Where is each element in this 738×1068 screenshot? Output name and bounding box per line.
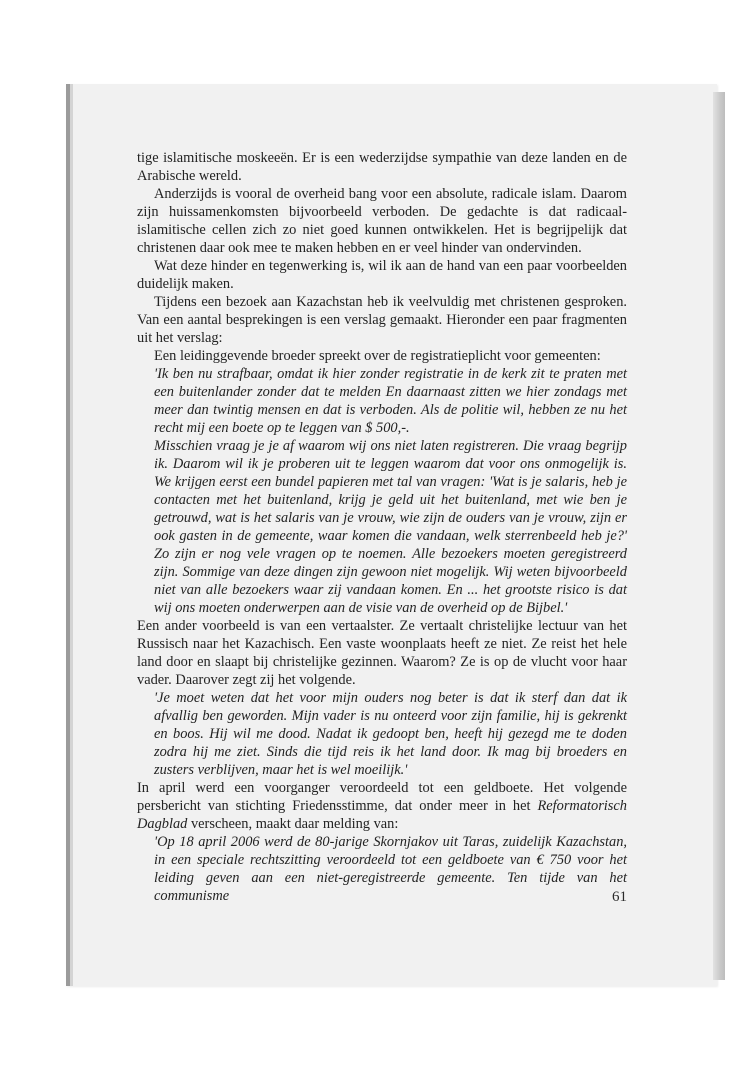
- page-binding-shadow: [70, 84, 73, 986]
- paragraph-7-end: verscheen, maakt daar melding van:: [187, 816, 399, 832]
- page-number: 61: [612, 889, 627, 905]
- quote-registration-1: 'Ik ben nu strafbaar, omdat ik hier zonder registratie in de kerk zit te praten met een buitenlander zonder dat te melden En daarnaast zitten we hier zondags met meer dan twintig mensen en dat is verboden. Als de politie wil, hebben ze nu het recht mij een boete op te leggen van $ 500,-.: [154, 366, 627, 436]
- quote-registration-2: Misschien vraag je je af waarom wij ons niet laten registreren. Die vraag begrijp ik. Daarom wil ik je proberen uit te leggen waarom dat voor ons onmogelijk is. We krijgen eerst een bundel papieren met tal van vragen: 'Wat is je salaris, heb je contacten met het buitenland, krijg je geld uit het buitenland, met wie ben je getrouwd, wat is het salaris van je vrouw, wie zijn de ouders van je vrouw, zijn er ook gasten in de gemeente, waar komen die vandaan, welk sterrenbeeld heb je?' Zo zijn er nog vele vragen op te noemen. Alle bezoekers moeten geregistreerd zijn. Sommige van deze dingen zijn gewoon niet mogelijk. Wij weten bijvoorbeeld niet van alle bezoekers waar zij vandaan komen. En ... het grootste risico is dat wij ons moeten onderwerpen aan de visie van de overheid op de Bijbel.': [154, 438, 627, 616]
- paragraph-4: Tijdens een bezoek aan Kazachstan heb ik veelvuldig met christenen gesproken. Van een aantal besprekingen is een verslag gemaakt. Hieronder een paar fragmenten uit het verslag:: [137, 294, 627, 346]
- paragraph-7-start: In april werd een voorganger veroordeeld tot een geldboete. Het volgende persbericht van stichting Friedensstimme, dat onder meer in het: [137, 780, 627, 814]
- newspaper-title: Reformatorisch Dagblad: [137, 798, 627, 832]
- paragraph-1: tige islamitische moskeeën. Er is een wederzijdse sympathie van deze landen en de Arabische wereld.: [137, 150, 627, 184]
- paragraph-2: Anderzijds is vooral de overheid bang voor een absolute, radicale islam. Daarom zijn huissamenkomsten bijvoorbeeld verboden. De gedachte is dat radicaal-islamitische cellen zich zo niet goed kunnen ontwikkelen. Het is begrijpelijk dat christenen daar ook mee te maken hebben en er veel hinder van ondervinden.: [137, 186, 627, 256]
- page-stack-edge: [713, 92, 725, 980]
- page-body-text: [137, 149, 627, 905]
- quote-press-release: 'Op 18 april 2006 werd de 80-jarige Skornjakov uit Taras, zuidelijk Kazachstan, in een speciale rechtszitting veroordeeld tot een geldboete van € 750 voor het leiding geven aan een niet-geregistreerde gemeente. Ten tijde van het communisme: [154, 834, 627, 904]
- paragraph-3: Wat deze hinder en tegenwerking is, wil ik aan de hand van een paar voorbeelden duidelijk maken.: [137, 258, 627, 292]
- paragraph-6: Een ander voorbeeld is van een vertaalster. Ze vertaalt christelijke lectuur van het Russisch naar het Kazachisch. Een vaste woonplaats heeft ze niet. Ze reist het hele land door en slaapt bij christelijke gezinnen. Waarom? Ze is op de vlucht voor haar vader. Daarover zegt zij het volgende.: [137, 618, 627, 688]
- quote-translator: 'Je moet weten dat het voor mijn ouders nog beter is dat ik sterf dan dat ik afvallig ben geworden. Mijn vader is nu onteerd voor zijn familie, hij is gekrenkt en boos. Hij wil me dood. Nadat ik gedoopt ben, heeft hij gezegd me te doden zodra hij me ziet. Sinds die tijd reis ik het land door. Ik mag bij broeders en zusters verblijven, maar het is wel moeilijk.': [154, 690, 627, 778]
- paragraph-5: Een leidinggevende broeder spreekt over de registratieplicht voor gemeenten:: [154, 348, 601, 364]
- paragraph-7: [137, 779, 627, 833]
